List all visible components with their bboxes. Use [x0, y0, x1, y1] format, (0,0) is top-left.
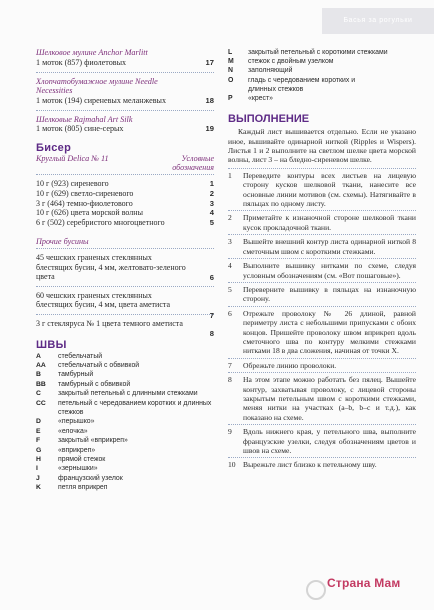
divider — [228, 424, 416, 425]
left-column — [36, 48, 214, 493]
seam-code: BB — [36, 380, 46, 388]
seam-row — [36, 436, 214, 445]
step — [228, 285, 416, 304]
step-text: Обрежьте линию проволоки. — [243, 360, 337, 370]
step-number: 6 — [228, 308, 232, 318]
stitch-row — [228, 76, 416, 94]
material-block-1 — [36, 48, 214, 68]
step-text: Приметайте к изнаночной стороне шелковой ткани кусок прокладочной ткани. — [243, 213, 416, 232]
seam-name: стебельчатый с обвивкой — [58, 361, 140, 369]
seam-row — [36, 446, 214, 455]
bead-text: 60 чешских граненых стеклянных блестящих бусин, 4 мм, цвета аметиста — [36, 290, 171, 310]
material-text: 1 моток (194) сиреневых меланжевых — [36, 95, 166, 105]
stitch-code: O — [228, 76, 234, 84]
step — [228, 427, 416, 455]
bead-text: 10 г (629) светло-сиреневого — [36, 188, 134, 198]
step-number: 2 — [228, 213, 232, 223]
seam-code: D — [36, 418, 41, 426]
bead-line — [36, 208, 214, 218]
seams-heading: ШВЫ — [36, 338, 67, 351]
material-block-3 — [36, 115, 214, 135]
bead-text: 6 г (502) серебристого многоцветного — [36, 217, 165, 227]
seam-code: B — [36, 371, 41, 379]
divider — [228, 306, 416, 307]
material-number: 17 — [205, 57, 214, 67]
seam-name: стебельчатый — [58, 352, 103, 360]
seam-code: E — [36, 427, 41, 435]
seam-name: французский узелок — [58, 474, 123, 482]
bead-text: 3 г (464) темно-фиолетового — [36, 198, 133, 208]
seam-code: K — [36, 484, 41, 492]
material-title: Хлопчатобумажное мулине Needle Necessities — [36, 76, 158, 96]
stitch-code: L — [228, 49, 233, 56]
material-number: 18 — [205, 95, 214, 105]
bead-number: 6 — [209, 272, 214, 282]
conditions-label: Условные обозначения — [172, 154, 214, 173]
divider — [36, 314, 214, 315]
seam-name: «перышко» — [58, 418, 95, 426]
step — [228, 171, 416, 209]
watermark: Страна Мам — [327, 576, 401, 590]
material-number: 19 — [205, 124, 214, 134]
divider — [36, 110, 214, 111]
other-beads-title: Прочие бусины — [36, 237, 89, 247]
step-number: 5 — [228, 284, 232, 294]
beads-subtitle: Круглый Delica № 11 — [36, 154, 109, 164]
divider — [228, 234, 416, 235]
step-number: 10 — [228, 460, 236, 470]
seam-code: I — [36, 465, 38, 473]
stitch-code: N — [228, 67, 233, 75]
seam-row — [36, 399, 214, 418]
seam-row — [36, 380, 214, 389]
stitch-row — [228, 48, 416, 57]
seam-row — [36, 352, 214, 361]
seam-code: H — [36, 455, 41, 463]
seam-row — [36, 389, 214, 398]
seam-code: CC — [36, 399, 46, 407]
stitch-name: стежок с двойным узелком — [248, 58, 334, 66]
step — [228, 261, 416, 280]
step-text: Переверните вышивку в пяльцах на изнаночную сторону. — [243, 284, 416, 304]
step-number: 1 — [228, 170, 232, 180]
bead-text: 10 г (626) цвета морской волны — [36, 208, 143, 218]
step-number: 7 — [228, 360, 232, 370]
material-title: Шелковое мулине Anchor Marlitt — [36, 48, 148, 57]
bead-line — [36, 253, 214, 282]
bead-line — [36, 318, 214, 338]
seam-row — [36, 474, 214, 483]
step-text: Вырежьте лист близко к петельному шву. — [243, 460, 377, 470]
divider — [36, 174, 214, 175]
seam-row — [36, 417, 214, 426]
step-text: Переведите контуры всех листьев на лицевую сторону кусков шелковой ткани, нанесите все основные линии мотивов (см. схемы). Натягивайте в пяльцах по одному листу. — [243, 170, 416, 209]
seam-name: тамбурный с обвивкой — [58, 380, 131, 388]
seam-name: «елочка» — [58, 427, 88, 435]
stitch-row — [228, 94, 416, 103]
seam-row — [36, 370, 214, 379]
bead-number: 2 — [209, 188, 214, 198]
header-tab: Басья за рогульки — [322, 8, 434, 34]
material-line — [36, 58, 214, 68]
divider — [228, 210, 416, 211]
step — [228, 237, 416, 256]
step — [228, 375, 416, 422]
bead-line — [36, 290, 214, 320]
divider — [36, 248, 214, 249]
bead-text: 3 г стеклярусa № 1 цвета темного аметиста — [36, 318, 183, 328]
seam-name: петля вприкреп — [58, 484, 108, 492]
stitch-code: M — [228, 58, 234, 66]
bead-number: 5 — [209, 217, 214, 227]
stitch-row — [228, 57, 416, 66]
step-number: 9 — [228, 427, 232, 437]
bead-text: 10 г (923) сиреневого — [36, 179, 109, 189]
divider — [228, 282, 416, 283]
bead-text: 45 чешских граненых стеклянных блестящих бусин, 4 мм, желтовато-зеленого цвета — [36, 252, 186, 282]
step — [228, 460, 416, 469]
step-number: 8 — [228, 375, 232, 385]
seam-row — [36, 427, 214, 436]
material-text: 1 моток (805) сине-серых — [36, 124, 124, 134]
step-number: 3 — [228, 237, 232, 247]
divider — [36, 286, 214, 287]
step — [228, 213, 416, 232]
material-text: 1 моток (857) фиолетовых — [36, 57, 127, 67]
step — [228, 361, 416, 370]
stitch-name: «крест» — [248, 95, 273, 103]
material-title: Шелковые Rajmahal Art Silk — [36, 114, 133, 124]
stitch-name: закрытый петельный с короткими стежками — [248, 49, 388, 56]
right-column — [228, 48, 416, 470]
divider — [228, 372, 416, 373]
seams-list — [36, 352, 214, 493]
seam-code: F — [36, 437, 41, 445]
seam-code: G — [36, 446, 42, 454]
bead-number: 1 — [209, 179, 214, 189]
seam-row — [36, 361, 214, 370]
stitch-row — [228, 66, 416, 75]
divider — [228, 258, 416, 259]
step — [228, 309, 416, 356]
material-line — [36, 96, 214, 106]
material-line — [36, 124, 214, 134]
beads-heading: Бисер — [36, 142, 72, 155]
divider — [36, 72, 214, 73]
seam-name: прямой стежок — [58, 455, 106, 463]
stitch-name: заполняющий — [248, 67, 293, 75]
seam-name: закрытый «вприкреп» — [58, 437, 128, 445]
seam-name: «вприкреп» — [58, 446, 96, 454]
execution-intro: Каждый лист вышивается отдельно. Если не указано иное, вышивайте одинарной ниткой (Ripples и Wispers). Листья 1 и 2 выполните на светлом шелке цвета морской волны, лист 3 – на бледно-сиреневом шелке. — [228, 127, 416, 165]
seam-code: J — [36, 474, 40, 482]
bead-line — [36, 179, 214, 189]
step-text: Отрежьте проволоку № 26 длиной, равной периметру листа с небольшими припусками с обоих концов. Пришейте проволоку швом вприкреп вдоль сметочного шва по контуру мелкими стежками нитками 18 в два сложения, начиная от точки X. — [243, 308, 416, 356]
step-text: Вышейте внешний контур листа одинарной ниткой 8 сметочным швом с короткими стежками. — [243, 237, 416, 256]
seam-code: C — [36, 390, 41, 398]
watermark-icon — [306, 580, 326, 600]
bead-number: 3 — [209, 198, 214, 208]
seam-code: A — [36, 352, 41, 360]
step-number: 4 — [228, 261, 232, 271]
bead-line — [36, 189, 214, 199]
stitch-name: гладь с чередованием коротких и длинных стежков — [248, 76, 356, 93]
divider — [228, 457, 416, 458]
step-text: Вдоль нижнего края, у петельного шва, выполните французские узелки, следуя обозначениям цветов и швов на схеме. — [243, 427, 416, 455]
divider — [228, 168, 416, 169]
beads-subheader — [36, 154, 214, 172]
step-text: Выполните вышивку нитками по схеме, следуя условным обозначениям (см. «Вот пошаговые»). — [243, 261, 416, 280]
seam-row — [36, 464, 214, 473]
bead-number: 7 — [209, 310, 214, 320]
step-text: На этом этапе можно работать без пялец. Вышейте контур, захватывая проволоку, с лицевой стороны закрытым петельным швом с короткими стежками, меняя нитки на участках (a–b, b–c и т.д.), как показано на схеме. — [243, 375, 416, 422]
bead-number: 4 — [209, 208, 214, 218]
bead-line — [36, 199, 214, 209]
bead-line — [36, 218, 214, 228]
stitch-list — [228, 48, 416, 103]
seam-name: тамбурный — [58, 371, 94, 379]
seam-name: «зернышки» — [58, 465, 98, 473]
bead-number: 8 — [209, 328, 214, 338]
execution-heading: ВЫПОЛНЕНИЕ — [228, 113, 310, 126]
seam-name: закрытый петельный с длинными стежками — [58, 390, 198, 398]
steps-list — [228, 168, 416, 470]
divider — [228, 358, 416, 359]
stitch-code: P — [228, 95, 233, 103]
material-block-2 — [36, 77, 214, 106]
seam-code: AA — [36, 361, 46, 369]
seam-name: петельный с чередованием коротких и длинных стежков — [58, 399, 212, 416]
seam-row — [36, 455, 214, 464]
seam-row — [36, 483, 214, 492]
